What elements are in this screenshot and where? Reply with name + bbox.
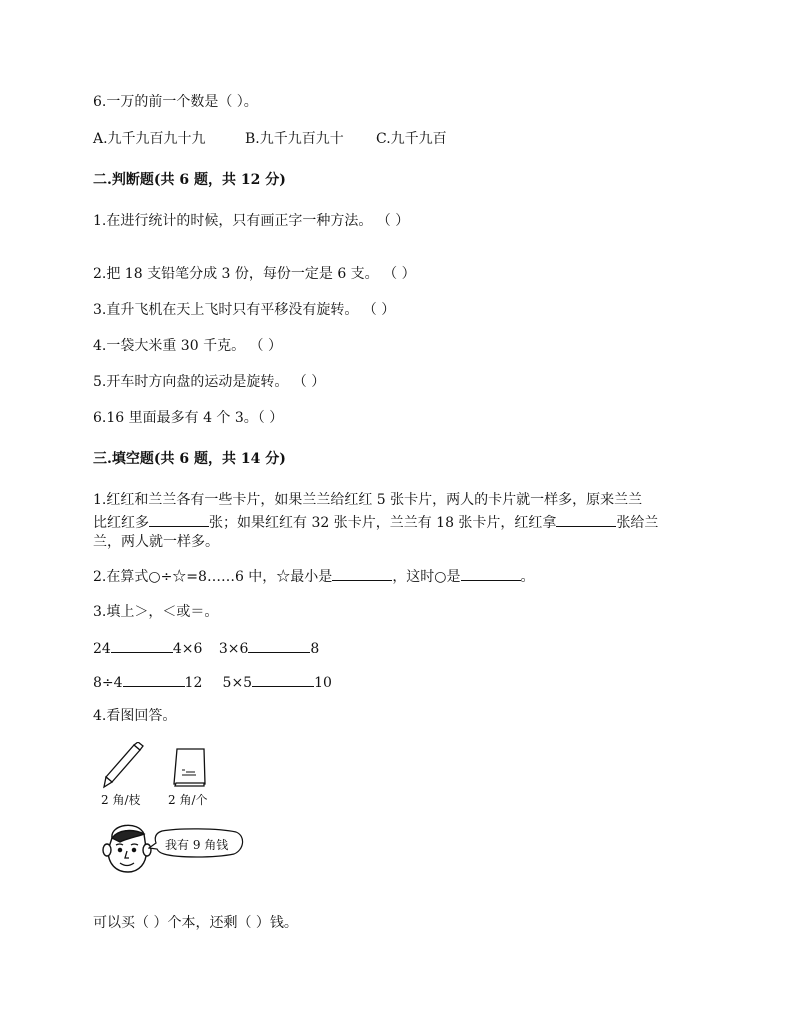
fill-q2 — [93, 566, 535, 587]
compare-right: 8 — [310, 641, 320, 657]
option-b: B.九千九百九十 — [245, 131, 344, 147]
compare-right: 10 — [314, 675, 332, 691]
section-2-title: 二.判断题(共 6 题，共 12 分) — [93, 172, 286, 188]
compare-right: 4×6 — [172, 641, 203, 657]
question-6-stem: 6.一万的前一个数是（ ）。 — [93, 94, 258, 110]
pencil-price: 2 角/枝 — [101, 793, 141, 807]
compare-left: 3×6 — [218, 641, 249, 657]
fill-q3-row-1 — [93, 638, 319, 659]
fill-q2-blank-2[interactable] — [461, 566, 521, 581]
compare-blank[interactable] — [248, 638, 310, 653]
compare-left: 5×5 — [222, 675, 253, 691]
judge-item-6: 6.16 里面最多有 4 个 3。（ ） — [93, 410, 284, 426]
fill-q1-line2 — [93, 512, 658, 533]
fill-q1-line3: 兰，两人就一样多。 — [93, 534, 219, 550]
judge-item-2: 2.把 18 支铅笔分成 3 份，每份一定是 6 支。 （ ） — [93, 266, 416, 282]
fill-q1-text-a: 比红红多 — [93, 515, 149, 531]
speech-text: 我有 9 角钱 — [165, 838, 229, 852]
compare-left: 8÷4 — [93, 675, 123, 691]
judge-item-1: 1.在进行统计的时候，只有画正字一种方法。 （ ） — [93, 213, 410, 229]
section-3-title: 三.填空题(共 6 题，共 14 分) — [93, 451, 286, 467]
fill-q1-text-c: 张给兰 — [616, 515, 659, 531]
fill-q2-text-a: 2.在算式○÷☆=8……6 中，☆最小是 — [93, 569, 333, 585]
compare-left: 24 — [93, 641, 111, 657]
compare-right: 12 — [184, 675, 203, 691]
notebook-icon — [170, 746, 210, 788]
fill-q2-text-b: ，这时○是 — [392, 569, 461, 585]
fill-q1-blank-2[interactable] — [556, 512, 616, 527]
fill-q1-line1: 1.红红和兰兰各有一些卡片，如果兰兰给红红 5 张卡片，两人的卡片就一样多，原来兰兰 — [93, 492, 643, 508]
option-a: A.九千九百九十九 — [93, 131, 206, 147]
fill-q2-text-c: 。 — [520, 569, 535, 585]
compare-blank[interactable] — [111, 638, 173, 653]
judge-item-3: 3.直升飞机在天上飞时只有平移没有旋转。 （ ） — [93, 302, 396, 318]
fill-q4-answer: 可以买（ ）个本，还剩（ ）钱。 — [93, 915, 298, 931]
notebook-price: 2 角/个 — [168, 793, 208, 807]
judge-item-4: 4.一袋大米重 30 千克。 （ ） — [93, 338, 282, 354]
fill-q3-stem: 3.填上＞，＜或＝。 — [93, 604, 219, 620]
fill-q3-row-2 — [93, 672, 332, 693]
pencil-icon — [98, 742, 148, 790]
fill-q1-text-b: 张；如果红红有 32 张卡片，兰兰有 18 张卡片，红红拿 — [209, 515, 557, 531]
fill-q4-stem: 4.看图回答。 — [93, 708, 177, 724]
option-c: C.九千九百 — [376, 131, 447, 147]
judge-item-5: 5.开车时方向盘的运动是旋转。 （ ） — [93, 374, 326, 390]
question-6-options — [93, 129, 447, 149]
compare-blank[interactable] — [123, 672, 185, 687]
compare-blank[interactable] — [252, 672, 314, 687]
fill-q2-blank-1[interactable] — [332, 566, 392, 581]
fill-q1-blank-1[interactable] — [149, 512, 209, 527]
